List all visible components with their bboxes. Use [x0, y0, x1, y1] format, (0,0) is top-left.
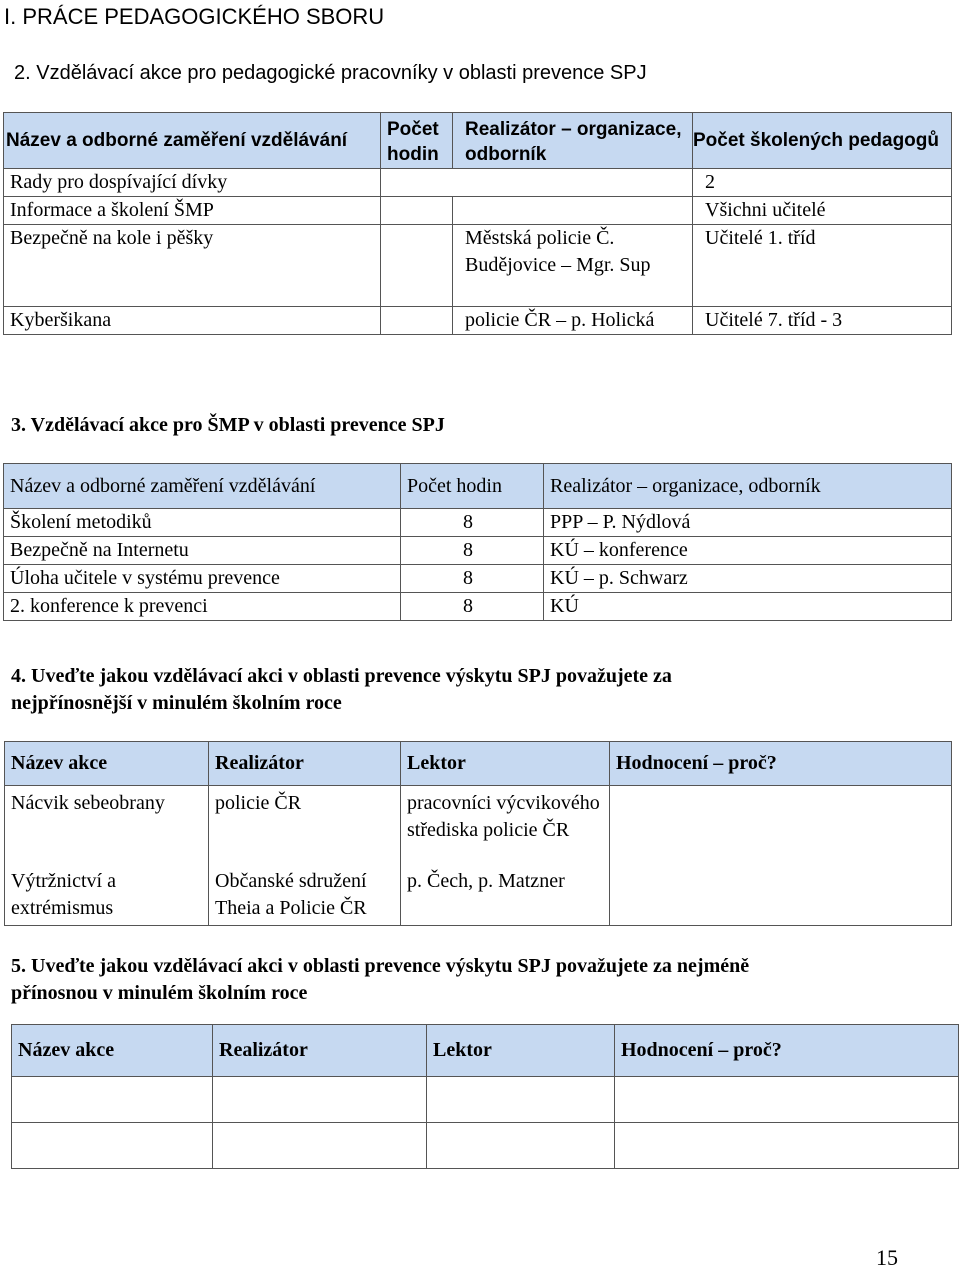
s4-heading-line1: 4. Uveďte jakou vzdělávací akci v oblasti prevence výskytu SPJ považujete za [11, 665, 672, 687]
s2-col-org: Realizátor – organizace, odborník [453, 113, 693, 169]
s4-cell [610, 868, 952, 926]
s4-header-row [5, 742, 952, 786]
table-row [4, 509, 952, 537]
s4-col-lector: Lektor [401, 742, 610, 786]
table-row [4, 197, 952, 225]
s5-cell [615, 1123, 959, 1169]
s3-cell: 8 [401, 509, 544, 537]
s2-col-name: Název a odborné zaměření vzdělávání [4, 113, 381, 169]
s5-cell [213, 1077, 427, 1123]
s2-cell: 2 [693, 169, 952, 197]
s3-cell: PPP – P. Nýdlová [544, 509, 952, 537]
s3-col-org: Realizátor – organizace, odborník [544, 464, 952, 509]
s2-table [3, 112, 952, 335]
s2-cell: policie ČR – p. Holická [453, 307, 693, 335]
s3-cell: Školení metodiků [4, 509, 401, 537]
s2-cell: Městská policie Č. Budějovice – Mgr. Sup [453, 225, 693, 307]
s4-heading [11, 663, 672, 717]
s3-table [3, 463, 952, 621]
s2-cell: Učitelé 1. tříd [693, 225, 952, 307]
s5-cell [427, 1123, 615, 1169]
table-row [12, 1123, 959, 1169]
table-row [4, 593, 952, 621]
s3-cell: 8 [401, 565, 544, 593]
table-row [5, 786, 952, 868]
table-row [4, 565, 952, 593]
s3-heading: 3. Vzdělávací akce pro ŠMP v oblasti prevence SPJ [11, 414, 445, 436]
s2-cell: Rady pro dospívající dívky [4, 169, 381, 197]
s2-cell: Kyberšikana [4, 307, 381, 335]
s3-cell: KÚ – p. Schwarz [544, 565, 952, 593]
s5-heading-line1: 5. Uveďte jakou vzdělávací akci v oblasti prevence výskytu SPJ považujete za nejméně [11, 955, 750, 977]
s5-cell [12, 1123, 213, 1169]
s5-cell [427, 1077, 615, 1123]
table-row [4, 169, 952, 197]
table-row [5, 868, 952, 926]
s5-col-name: Název akce [12, 1025, 213, 1077]
s5-col-rating: Hodnocení – proč? [615, 1025, 959, 1077]
table-row [4, 307, 952, 335]
s4-col-rating: Hodnocení – proč? [610, 742, 952, 786]
s3-cell: 8 [401, 537, 544, 565]
s4-col-realizer: Realizátor [209, 742, 401, 786]
s3-cell: Úloha učitele v systému prevence [4, 565, 401, 593]
s4-table [4, 741, 952, 926]
page-number: 15 [876, 1245, 898, 1270]
s5-col-realizer: Realizátor [213, 1025, 427, 1077]
s5-cell [213, 1123, 427, 1169]
s5-col-lector: Lektor [427, 1025, 615, 1077]
s2-cell: Všichni učitelé [693, 197, 952, 225]
s3-cell: Bezpečně na Internetu [4, 537, 401, 565]
s2-cell [381, 307, 453, 335]
section-title: I. PRÁCE PEDAGOGICKÉHO SBORU [4, 4, 385, 29]
s4-cell: Občanské sdružení Theia a Policie ČR [209, 868, 401, 926]
table-row [4, 225, 952, 307]
s2-cell [381, 197, 453, 225]
s5-heading-line2: přínosnou v minulém školním roce [11, 982, 308, 1004]
s2-cell [381, 169, 693, 197]
s4-heading-line2: nejpřínosnější v minulém školním roce [11, 692, 342, 714]
s5-table [11, 1024, 959, 1169]
s5-heading [11, 953, 749, 1007]
s2-cell [453, 197, 693, 225]
s2-header-row [4, 113, 952, 169]
s3-cell: KÚ [544, 593, 952, 621]
table-row [12, 1077, 959, 1123]
s2-heading: 2. Vzdělávací akce pro pedagogické pracovníky v oblasti prevence SPJ [14, 62, 647, 84]
s3-cell: KÚ – konference [544, 537, 952, 565]
s4-cell: pracovníci výcvikového střediska policie ČR [401, 786, 610, 868]
s2-col-hours: Počet hodin [381, 113, 453, 169]
s3-header-row [4, 464, 952, 509]
s5-header-row [12, 1025, 959, 1077]
s2-cell [381, 225, 453, 307]
s5-cell [615, 1077, 959, 1123]
s4-cell [610, 786, 952, 868]
s3-cell: 8 [401, 593, 544, 621]
s3-col-name: Název a odborné zaměření vzdělávání [4, 464, 401, 509]
s2-cell: Učitelé 7. tříd - 3 [693, 307, 952, 335]
s5-cell [12, 1077, 213, 1123]
s3-col-hours: Počet hodin [401, 464, 544, 509]
table-row [4, 537, 952, 565]
s3-cell: 2. konference k prevenci [4, 593, 401, 621]
s4-cell: policie ČR [209, 786, 401, 868]
s2-cell: Bezpečně na kole i pěšky [4, 225, 381, 307]
s2-cell: Informace a školení ŠMP [4, 197, 381, 225]
s4-col-name: Název akce [5, 742, 209, 786]
s2-col-count: Počet školených pedagogů [693, 113, 952, 169]
s4-cell: Nácvik sebeobrany [5, 786, 209, 868]
s4-cell: p. Čech, p. Matzner [401, 868, 610, 926]
s4-cell: Výtržnictví a extrémismus [5, 868, 209, 926]
